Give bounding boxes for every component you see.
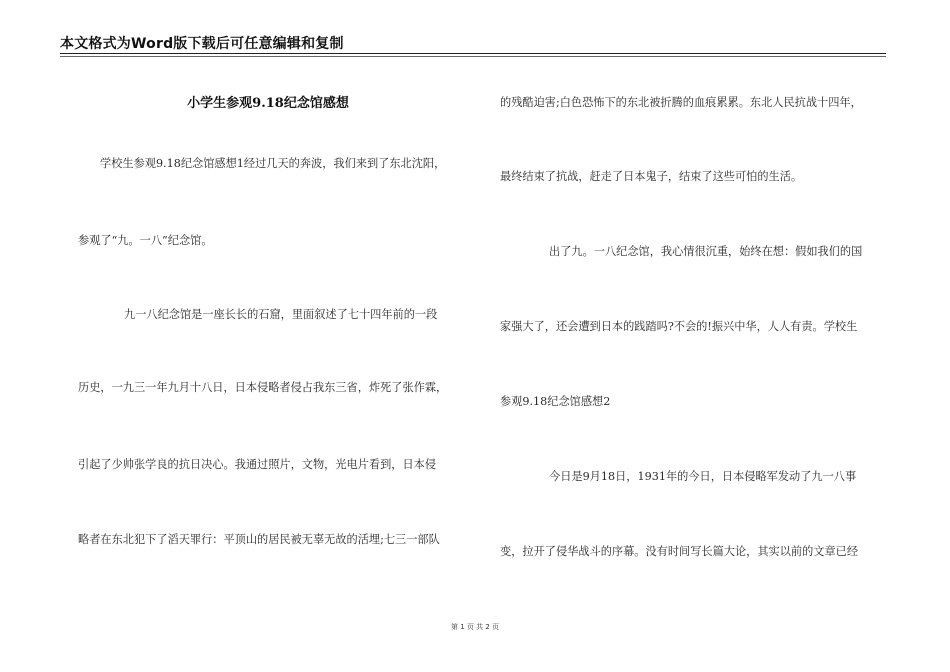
header-divider-secondary — [60, 56, 886, 57]
paragraph-line: 学校生参观9.18纪念馆感想1经过几天的奔波，我们来到了东北沈阳， — [100, 157, 446, 170]
paragraph-line: 历史，一九三一年九月十八日，日本侵略者侵占我东三省，炸死了张作霖， — [78, 381, 448, 394]
paragraph-line: 最终结束了抗战，赶走了日本鬼子，结束了这些可怕的生活。 — [500, 170, 803, 183]
document-title: 小学生参观9.18纪念馆感想 — [187, 96, 349, 111]
paragraph-line: 家强大了，还会遭到日本的践踏吗?不会的!振兴中华，人人有责。学校生 — [500, 320, 858, 333]
paragraph-line: 变，拉开了侵华战斗的序幕。没有时间写长篇大论，其实以前的文章已经 — [500, 545, 859, 558]
paragraph-line: 引起了少帅张学良的抗日决心。我通过照片，文物，光电片看到，日本侵 — [78, 458, 437, 471]
document-header: 本文格式为Word版下载后可任意编辑和复制 — [60, 36, 344, 52]
paragraph-line: 略者在东北犯下了滔天罪行：平顶山的居民被无辜无故的活埋;七三一部队 — [78, 533, 440, 546]
header-divider — [60, 53, 886, 54]
paragraph-line: 的残酷迫害;白色恐怖下的东北被折腾的血痕累累。东北人民抗战十四年， — [500, 96, 862, 109]
paragraph-line: 今日是9月18日，1931年的今日，日本侵略军发动了九一八事 — [549, 470, 857, 483]
paragraph-line: 参观了“九。一八”纪念馆。 — [78, 234, 213, 247]
paragraph-line: 九一八纪念馆是一座长长的石窟，里面叙述了七十四年前的一段 — [124, 308, 438, 321]
paragraph-line: 出了九。一八纪念馆，我心情很沉重，始终在想：假如我们的国 — [549, 245, 863, 258]
paragraph-line: 参观9.18纪念馆感想2 — [500, 395, 611, 408]
page-number: 第 1 页 共 2 页 — [450, 623, 500, 631]
